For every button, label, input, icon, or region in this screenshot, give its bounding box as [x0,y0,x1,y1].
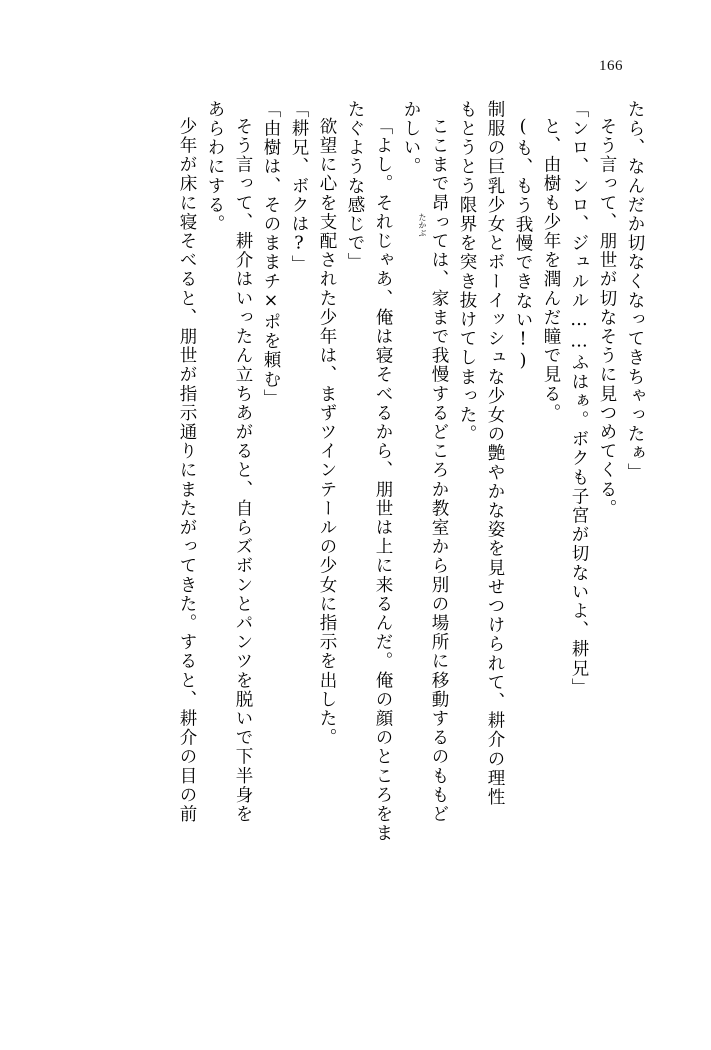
vertical-text-body [43,100,643,960]
text-line: 「由樹は、そのままチ×ポを頼む」 [261,100,281,409]
ruby-base: っ たかぶ [418,212,449,237]
text-line: そう言って、耕介はいったん立ちあがると、自らズボンとパンツを脱いで下半身を [233,117,253,824]
text-line: 「耕兄、ボクは?」 [289,100,309,275]
text-line: 欲望に心を支配された少年は、まずツインテールの少女に指示を出した。 [317,117,337,748]
text-line: (も、もう我慢できない!) [513,117,533,373]
ruby-text: たかぶ [418,212,427,237]
text-line: そう言って、朋世が切なそうに見つめてくる。 [597,117,617,519]
text-line: ここまで昂っ たかぶ ては、家まで我慢するどころか教室から別の場所に移動するのももど [418,117,449,824]
text-line: たら、なんだか切なくなってきちゃったぁ」 [625,100,645,482]
text-line: 制服の巨乳少女とボーイッシュな少女の艶やかな姿を見せつけられて、耕介の理性 [485,100,505,807]
text-line: 「よし。それじゃあ、俺は寝そべるから、朋世は上に来るんだ。俺の顔のところをま [373,117,393,843]
text-line: 少年が床に寝そべると、朋世が指示通りにまたがってきた。すると、耕介の目の前 [177,117,197,824]
text-line: 「ンロ、ンロ、ジュルル……ふはぁ。ボクも子宮が切ないよ、耕兄」 [569,100,589,698]
page-number: 166 [599,58,623,74]
text-line: と、由樹も少年を潤んだ瞳で見る。 [541,117,561,423]
text-line: もとうとう限界を突き抜けてしまった。 [457,100,477,444]
text-line: たぐような感じで」 [345,100,365,272]
text-line: あらわにする。 [205,100,225,234]
text-line: かしい。 [401,100,421,177]
